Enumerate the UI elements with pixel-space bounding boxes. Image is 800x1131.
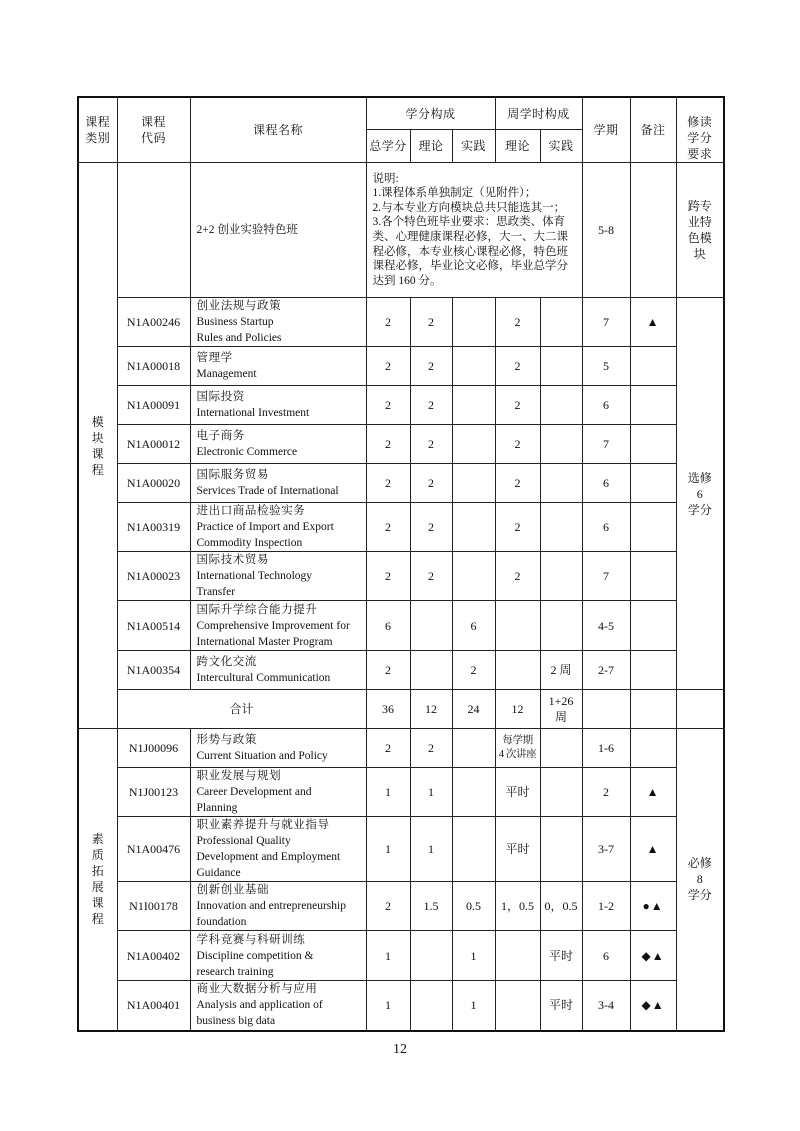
credit-total-cell: 2 <box>366 651 410 690</box>
credit-practice-cell <box>452 425 495 464</box>
credit-theory-cell <box>410 931 452 981</box>
course-name-cell <box>190 552 366 601</box>
remark-cell <box>630 386 676 425</box>
weekly-practice-cell: 1+26 周 <box>540 690 582 729</box>
remark-cell: ▲ <box>630 298 676 347</box>
term-cell: 6 <box>582 386 630 425</box>
credit-practice-cell <box>452 298 495 347</box>
weekly-theory-cell <box>495 981 540 1031</box>
course-row <box>78 601 724 651</box>
term-cell: 7 <box>582 425 630 464</box>
weekly-theory-cell: 12 <box>495 690 540 729</box>
course-name-cn: 创业法规与政策 <box>196 300 282 312</box>
credit-practice-cell <box>452 817 495 882</box>
remark-cell: ▲ <box>630 817 676 882</box>
course-code-cell: N1A00401 <box>117 981 190 1031</box>
course-row <box>78 981 724 1031</box>
course-row <box>78 817 724 882</box>
weekly-practice-cell <box>540 347 582 386</box>
requirement-cell <box>676 163 724 298</box>
credit-practice-cell: 6 <box>452 601 495 651</box>
credit-total-cell: 1 <box>366 931 410 981</box>
category-label: 素质拓展课程 <box>91 832 104 927</box>
requirement-cell <box>676 298 724 690</box>
course-name-cn: 学科竞赛与科研训练 <box>196 933 306 946</box>
credit-practice-cell <box>452 552 495 601</box>
course-row <box>78 931 724 981</box>
term-cell: 6 <box>582 464 630 503</box>
course-name-cn: 职业发展与规划 <box>196 770 282 782</box>
course-row <box>78 729 724 768</box>
course-code-cell: N1A00246 <box>117 298 190 347</box>
weekly-practice-cell <box>540 552 582 601</box>
remark-cell <box>630 163 676 298</box>
credit-theory-cell <box>410 651 452 690</box>
term-cell: 2 <box>582 768 630 817</box>
credit-total-cell: 2 <box>366 503 410 552</box>
course-name-cell <box>190 931 366 981</box>
course-code-cell: N1A00020 <box>117 464 190 503</box>
course-name-en: Electronic Commerce <box>196 446 298 458</box>
course-code-cell <box>117 163 190 298</box>
credit-theory-cell: 2 <box>410 425 452 464</box>
term-cell: 5 <box>582 347 630 386</box>
credit-theory-cell: 2 <box>410 552 452 601</box>
credit-practice-cell <box>452 347 495 386</box>
credit-practice-cell: 24 <box>452 690 495 729</box>
header-name: 课程名称 <box>190 97 366 163</box>
course-name-cell: 2+2 创业实验特色班 <box>190 163 366 298</box>
weekly-practice-cell: 平时 <box>540 931 582 981</box>
credit-total-cell: 1 <box>366 768 410 817</box>
credit-practice-cell: 1 <box>452 931 495 981</box>
header-credit-total: 总学分 <box>366 130 410 163</box>
credit-total-cell: 2 <box>366 425 410 464</box>
credit-total-cell: 2 <box>366 464 410 503</box>
course-name-en: Professional Quality Development and Employment Guidance <box>196 835 341 879</box>
course-name-cn: 国际升学综合能力提升 <box>196 603 318 616</box>
course-code-cell: N1A00023 <box>117 552 190 601</box>
curriculum-table <box>77 96 725 1032</box>
header-weekly-hours: 周学时构成 <box>495 97 582 130</box>
header-credits: 学分构成 <box>366 97 495 130</box>
note-cell: 说明: 1.课程体系单独制定（见附件）； 2.与本专业方向模块总共只能选其一； 3.各个特色班毕业要求：思政类、体育类、心理健康课程必修，大一、大二课程必修，本专业核心课程必修，特色班课程必修，毕业论文必修，毕业总学分达到 160 分。 <box>366 163 582 298</box>
course-code-cell: N1A00319 <box>117 503 190 552</box>
table-header <box>78 97 724 163</box>
credit-practice-cell: 2 <box>452 651 495 690</box>
credit-theory-cell: 2 <box>410 464 452 503</box>
credit-practice-cell: 1 <box>452 981 495 1031</box>
credit-total-cell: 36 <box>366 690 410 729</box>
course-row <box>78 552 724 601</box>
category-label: 模块课程 <box>91 414 104 477</box>
requirement-label: 选修 6 学分 <box>687 470 712 517</box>
weekly-practice-cell <box>540 729 582 768</box>
course-name-cn: 跨文化交流 <box>196 656 257 668</box>
remark-cell <box>630 601 676 651</box>
course-code-cell: N1J00123 <box>117 768 190 817</box>
credit-total-cell: 2 <box>366 298 410 347</box>
course-row <box>78 425 724 464</box>
course-name-en: Services Trade of International <box>196 485 339 497</box>
course-name-en: Practice of Import and Export Commodity Inspection <box>196 521 334 549</box>
course-code-cell: N1A00402 <box>117 931 190 981</box>
header-remark: 备注 <box>630 97 676 163</box>
header-credit-practice: 实践 <box>452 130 495 163</box>
weekly-theory-cell: 2 <box>495 464 540 503</box>
course-name-en: Intercultural Communication <box>196 672 331 684</box>
course-row <box>78 298 724 347</box>
remark-cell: ◆▲ <box>630 981 676 1031</box>
course-name-cell <box>190 817 366 882</box>
term-cell: 3-7 <box>582 817 630 882</box>
credit-theory-cell: 2 <box>410 298 452 347</box>
course-code-cell: N1A00018 <box>117 347 190 386</box>
credit-theory-cell <box>410 981 452 1031</box>
course-name-cell <box>190 464 366 503</box>
term-cell: 6 <box>582 931 630 981</box>
course-name-cell <box>190 729 366 768</box>
credit-theory-cell: 12 <box>410 690 452 729</box>
special-class-row <box>78 163 724 298</box>
remark-cell <box>630 690 676 729</box>
header-row-1 <box>78 97 724 130</box>
credit-practice-cell <box>452 386 495 425</box>
weekly-practice-cell: 0，0.5 <box>540 882 582 931</box>
weekly-practice-cell <box>540 601 582 651</box>
remark-cell <box>630 503 676 552</box>
credit-theory-cell: 2 <box>410 729 452 768</box>
course-name-en: Management <box>196 368 257 380</box>
weekly-practice-cell: 2 周 <box>540 651 582 690</box>
term-cell: 4-5 <box>582 601 630 651</box>
requirement-cell <box>676 690 724 729</box>
category-cell <box>78 729 117 1031</box>
course-name-cell <box>190 651 366 690</box>
credit-total-cell: 2 <box>366 552 410 601</box>
course-code-cell: N1I00178 <box>117 882 190 931</box>
header-code: 课程 代码 <box>117 97 190 163</box>
credit-theory-cell: 1 <box>410 817 452 882</box>
course-code-cell: N1A00476 <box>117 817 190 882</box>
term-cell: 6 <box>582 503 630 552</box>
credit-theory-cell: 2 <box>410 386 452 425</box>
credit-total-cell: 2 <box>366 729 410 768</box>
remark-cell: ◆▲ <box>630 931 676 981</box>
course-name-cell <box>190 386 366 425</box>
total-row <box>78 690 724 729</box>
requirement-label: 必修 8 学分 <box>687 856 712 903</box>
term-cell: 7 <box>582 552 630 601</box>
requirement-label: 跨专业特色模块 <box>687 199 712 261</box>
course-name-en: Comprehensive Improvement for International Master Program <box>196 619 350 648</box>
credit-theory-cell: 1.5 <box>410 882 452 931</box>
course-name-cell <box>190 601 366 651</box>
course-name-cn: 进出口商品检验实务 <box>196 505 306 517</box>
term-cell: 5-8 <box>582 163 630 298</box>
term-cell: 1-2 <box>582 882 630 931</box>
course-name-en: International Investment <box>196 407 310 419</box>
course-name-en: Innovation and entrepreneurship foundation <box>196 900 346 928</box>
category-cell <box>78 163 117 729</box>
credit-practice-cell <box>452 503 495 552</box>
credit-total-cell: 1 <box>366 981 410 1031</box>
weekly-theory-cell: 2 <box>495 347 540 386</box>
credit-theory-cell: 1 <box>410 768 452 817</box>
weekly-theory-cell: 平时 <box>495 768 540 817</box>
credit-total-cell: 2 <box>366 347 410 386</box>
course-name-cell <box>190 981 366 1031</box>
credit-practice-cell <box>452 729 495 768</box>
credit-theory-cell <box>410 601 452 651</box>
weekly-theory-cell: 1，0.5 <box>495 882 540 931</box>
header-requirement <box>676 97 724 163</box>
course-name-cn: 国际服务贸易 <box>196 469 270 481</box>
course-name-en: Current Situation and Policy <box>196 750 328 762</box>
header-weekly-theory: 理论 <box>495 130 540 163</box>
credit-total-cell: 1 <box>366 817 410 882</box>
course-row <box>78 651 724 690</box>
remark-cell: ▲ <box>630 768 676 817</box>
course-name-en: Career Development and Planning <box>196 786 312 814</box>
weekly-practice-cell <box>540 464 582 503</box>
header-category: 课程 类别 <box>78 97 117 163</box>
weekly-practice-cell <box>540 298 582 347</box>
credit-practice-cell <box>452 464 495 503</box>
remark-cell <box>630 729 676 768</box>
course-name-cell <box>190 503 366 552</box>
course-name-cn: 职业素养提升与就业指导 <box>196 819 330 831</box>
header-requirement-label: 修读学分要求 <box>687 115 713 161</box>
term-cell: 1-6 <box>582 729 630 768</box>
course-name-cn: 管理学 <box>196 352 233 364</box>
term-cell: 3-4 <box>582 981 630 1031</box>
weekly-practice-cell <box>540 817 582 882</box>
course-row <box>78 347 724 386</box>
weekly-theory-cell: 2 <box>495 298 540 347</box>
remark-cell <box>630 425 676 464</box>
course-name-cell <box>190 882 366 931</box>
weekly-theory-cell <box>495 931 540 981</box>
course-row <box>78 464 724 503</box>
credit-total-cell: 2 <box>366 882 410 931</box>
course-code-cell: N1A00354 <box>117 651 190 690</box>
course-code-cell: N1A00091 <box>117 386 190 425</box>
header-credit-theory: 理论 <box>410 130 452 163</box>
requirement-cell <box>676 729 724 1031</box>
header-weekly-practice: 实践 <box>540 130 582 163</box>
course-row <box>78 768 724 817</box>
course-name-cell <box>190 298 366 347</box>
course-name-cn: 国际投资 <box>196 391 245 403</box>
weekly-theory-cell: 每学期 4 次讲座 <box>495 729 540 768</box>
course-code-cell: N1J00096 <box>117 729 190 768</box>
course-name-cell <box>190 425 366 464</box>
course-name-en: Discipline competition & research training <box>196 949 314 978</box>
course-row <box>78 386 724 425</box>
weekly-theory-cell: 平时 <box>495 817 540 882</box>
weekly-practice-cell <box>540 425 582 464</box>
course-name-en: International Technology Transfer <box>196 570 313 598</box>
course-name-cn: 商业大数据分析与应用 <box>196 983 318 996</box>
credit-practice-cell: 0.5 <box>452 882 495 931</box>
term-cell <box>582 690 630 729</box>
course-name-cn: 创新创业基础 <box>196 884 270 896</box>
weekly-practice-cell: 平时 <box>540 981 582 1031</box>
table-body <box>78 163 724 1031</box>
course-code-cell: N1A00012 <box>117 425 190 464</box>
course-row <box>78 503 724 552</box>
course-name-en: Analysis and application of business big data <box>196 999 323 1028</box>
remark-cell <box>630 552 676 601</box>
course-name-cn: 国际技术贸易 <box>196 554 270 566</box>
weekly-theory-cell: 2 <box>495 503 540 552</box>
credit-total-cell: 6 <box>366 601 410 651</box>
weekly-theory-cell: 2 <box>495 552 540 601</box>
credit-theory-cell: 2 <box>410 347 452 386</box>
term-cell: 2-7 <box>582 651 630 690</box>
weekly-theory-cell: 2 <box>495 425 540 464</box>
course-name-cell <box>190 347 366 386</box>
course-name-cell <box>190 768 366 817</box>
remark-cell <box>630 464 676 503</box>
weekly-practice-cell <box>540 768 582 817</box>
credit-total-cell: 2 <box>366 386 410 425</box>
course-code-cell: N1A00514 <box>117 601 190 651</box>
total-label: 合计 <box>117 690 366 729</box>
credit-theory-cell: 2 <box>410 503 452 552</box>
weekly-theory-cell: 2 <box>495 386 540 425</box>
remark-cell: ●▲ <box>630 882 676 931</box>
remark-cell <box>630 347 676 386</box>
course-row <box>78 882 724 931</box>
term-cell: 7 <box>582 298 630 347</box>
course-name-cn: 电子商务 <box>196 430 245 442</box>
weekly-theory-cell <box>495 601 540 651</box>
weekly-practice-cell <box>540 386 582 425</box>
course-name-cn: 形势与政策 <box>196 734 257 746</box>
weekly-theory-cell <box>495 651 540 690</box>
weekly-practice-cell <box>540 503 582 552</box>
credit-practice-cell <box>452 768 495 817</box>
header-term: 学期 <box>582 97 630 163</box>
remark-cell <box>630 651 676 690</box>
course-name-en: Business Startup Rules and Policies <box>196 316 282 344</box>
page-number: 12 <box>393 1042 407 1057</box>
